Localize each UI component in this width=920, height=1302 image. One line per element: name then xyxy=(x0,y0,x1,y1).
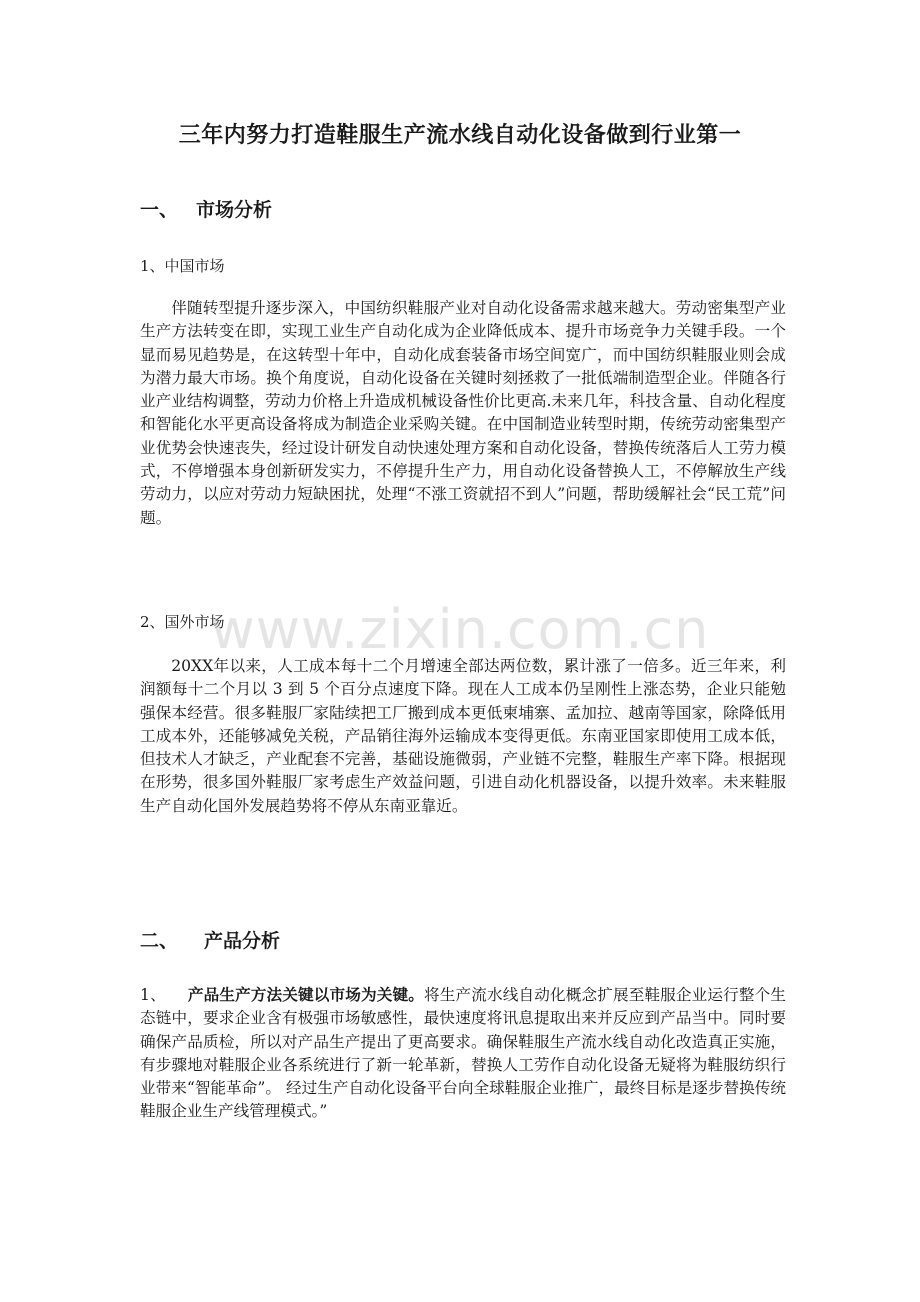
document-title: 三年内努力打造鞋服生产流水线自动化设备做到行业第一 xyxy=(178,123,742,148)
item-number: 1、 xyxy=(140,986,166,1004)
subheading-foreign-market: 2、国外市场 xyxy=(140,613,225,631)
section-title: 市场分析 xyxy=(196,199,273,221)
section-number: 二、 xyxy=(140,930,179,952)
subheading-china-market: 1、中国市场 xyxy=(140,257,225,275)
section-heading-product xyxy=(140,926,280,953)
section-title: 产品分析 xyxy=(204,930,281,952)
paragraph-product-item-1 xyxy=(140,984,786,1124)
item-body-text: 将生产流水线自动化概念扩展至鞋服企业运行整个生态链中，要求企业含有极强市场敏感性，最快速度将讯息提取出来并反应到产品当中。同时要确保产品质检，所以对产品生产提出了更高要求。确保鞋服生产流水线自动化改造真正实施，有步骤地对鞋服企业各系统进行了新一轮革新，替换人工劳作自动化设备无疑将为鞋服纺织行业带来“智能革命”。 经过生产自动化设备平台向全球鞋服企业推广，最终目标是逐步替换传统鞋服企业生产线管理模式。” xyxy=(140,986,786,1121)
section-number: 一、 xyxy=(140,199,179,221)
section-heading-market xyxy=(140,195,272,222)
paragraph-china-market: 伴随转型提升逐步深入，中国纺织鞋服产业对自动化设备需求越来越大。劳动密集型产业生产方法转变在即，实现工业生产自动化成为企业降低成本、提升市场竞争力关键手段。一个显而易见趋势是，在这转型十年中，自动化成套装备市场空间宽广，而中国纺织鞋服业则会成为潜力最大市场。换个角度说，自动化设备在关键时刻拯救了一批低端制造型企业。伴随各行业产业结构调整，劳动力价格上升造成机械设备性价比更高.未来几年，科技含量、自动化程度和智能化水平更高设备将成为制造企业采购关键。在中国制造业转型时期，传统劳动密集型产业优势会快速丧失，经过设计研发自动快速处理方案和自动化设备，替换传统落后人工劳力模式，不停增强本身创新研发实力，不停提升生产力，用自动化设备替换人工，不停解放生产线劳动力，以应对劳动力短缺困扰，处理“不涨工资就招不到人”问题，帮助缓解社会“民工荒”问题。 xyxy=(140,299,786,527)
paragraph-foreign-market: 20XX年以来，人工成本每十二个月增速全部达两位数，累计涨了一倍多。近三年来，利润额每十二个月以 3 到 5 个百分点速度下降。现在人工成本仍呈刚性上涨态势，企业只能勉强保本经营。很多鞋服厂家陆续把工厂搬到成本更低柬埔寨、孟加拉、越南等国家，除降低用工成本外，还能够减免关税，产品销往海外运输成本变得更低。东南亚国家即使用工成本低，但技术人才缺乏，产业配套不完善，基础设施微弱，产业链不完整，鞋服生产率下降。根据现在形势，很多国外鞋服厂家考虑生产效益问题，引进自动化机器设备，以提升效率。未来鞋服生产自动化国外发展趋势将不停从东南亚靠近。 xyxy=(140,657,786,815)
item-bold-lead: 产品生产方法关键以市场为关键。 xyxy=(187,986,425,1004)
watermark: www.zixin.com.cn xyxy=(210,598,710,661)
